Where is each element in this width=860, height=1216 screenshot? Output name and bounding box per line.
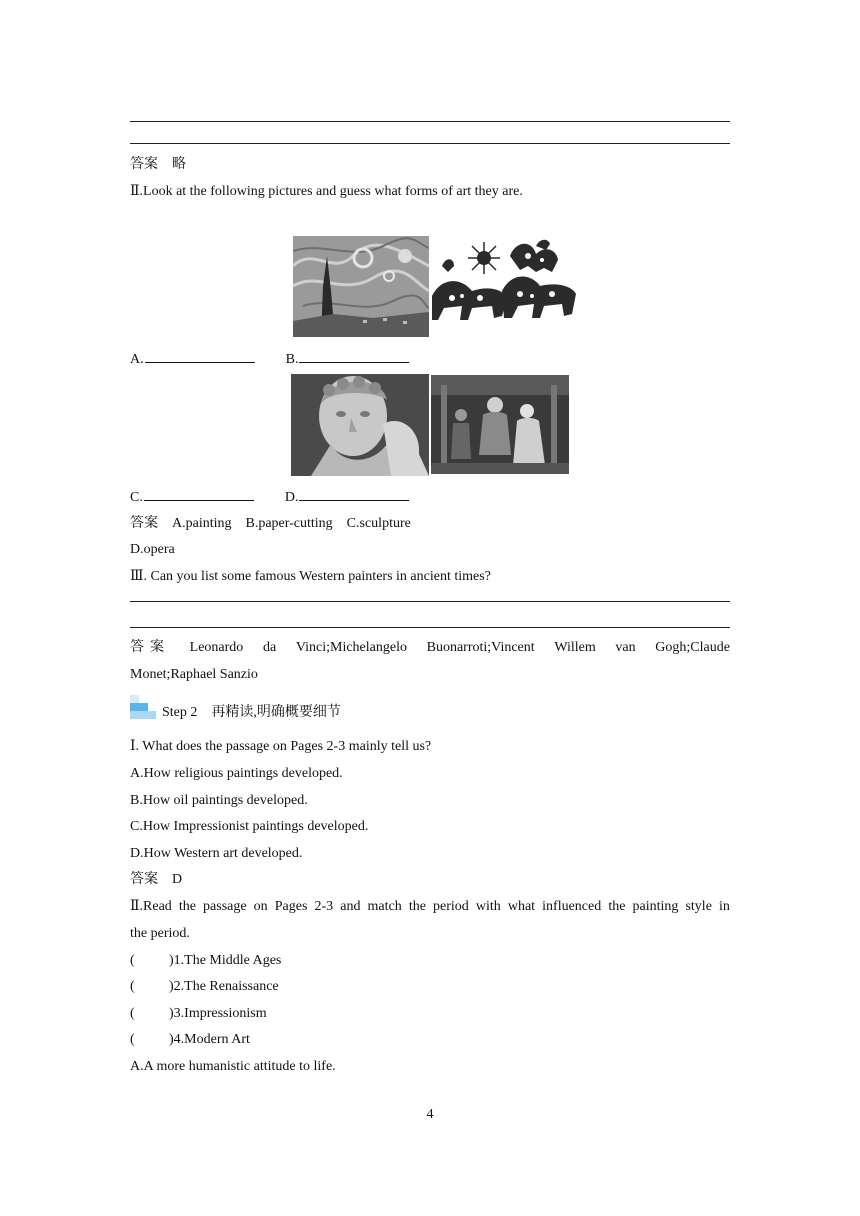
question-word: period <box>433 899 469 914</box>
answer-label: 答案 <box>130 157 158 172</box>
question-word: the <box>608 899 626 914</box>
answer-row-3 <box>130 638 730 658</box>
answer-text: A.painting B.paper-cutting C.sculpture <box>172 516 411 531</box>
answer-paren[interactable]: ( <box>130 1032 135 1047</box>
option-d: D.How Western art developed. <box>130 846 303 861</box>
answer-word: Buonarroti;Vincent <box>426 640 535 655</box>
page-number: 4 <box>426 1107 434 1122</box>
answer-row-4 <box>130 870 182 890</box>
blank-c[interactable] <box>144 486 254 501</box>
question-word: what <box>507 899 536 914</box>
match-item-text: )4.Modern Art <box>169 1032 250 1047</box>
answer-word: Leonardo <box>189 640 244 655</box>
option-a: A.How religious paintings developed. <box>130 766 343 781</box>
answer-row <box>130 155 186 175</box>
answer-word: Gogh;Claude <box>655 640 730 655</box>
answer-word: Willem <box>554 640 596 655</box>
label-d: D. <box>284 490 299 505</box>
question-word: match <box>367 899 402 914</box>
question-2: Ⅱ.Look at the following pictures and guess what forms of art they are. <box>130 184 523 199</box>
label-b: B. <box>285 352 299 367</box>
answer-blanks-ab <box>130 348 409 370</box>
answer-row-2-line2: D.opera <box>130 542 175 557</box>
answer-blanks-cd <box>130 486 409 508</box>
match-item <box>130 1004 267 1024</box>
match-item-text: )1.The Middle Ages <box>169 953 282 968</box>
match-item-text: )2.The Renaissance <box>169 979 279 994</box>
answer-paren[interactable]: ( <box>130 979 135 994</box>
answer-text: D <box>172 872 183 887</box>
step2-question-2 <box>130 897 730 917</box>
step-icon <box>130 695 156 719</box>
question-word: and <box>340 899 361 914</box>
starry-night-painting-image <box>293 236 429 337</box>
answer-line <box>130 627 730 628</box>
question-word: with <box>475 899 501 914</box>
sculpture-image <box>291 374 429 476</box>
answer-paren[interactable]: ( <box>130 953 135 968</box>
answer-line <box>130 121 730 122</box>
blank-b[interactable] <box>299 348 409 363</box>
answer-word: Vinci;Michelangelo <box>295 640 407 655</box>
question-word: the <box>408 899 426 914</box>
step2-question-2-line2: the period. <box>130 926 190 941</box>
answer-label: 答案 <box>130 872 158 887</box>
question-word: passage <box>203 899 247 914</box>
step2-title: Step 2 再精读,明确概要细节 <box>162 705 341 720</box>
answer-word: da <box>262 640 277 655</box>
answer-line <box>130 143 730 144</box>
question-word: in <box>719 899 730 914</box>
question-word: influenced <box>542 899 602 914</box>
question-word: painting <box>632 899 679 914</box>
question-word: on <box>253 899 268 914</box>
match-item <box>130 1030 250 1050</box>
answer-line <box>130 601 730 602</box>
question-word: style <box>685 899 712 914</box>
match-item <box>130 977 279 997</box>
answer-text: 略 <box>172 157 186 172</box>
answer-row-3-line2: Monet;Raphael Sanzio <box>130 667 258 682</box>
answer-label: 答案 <box>130 516 158 531</box>
step2-question-1: Ⅰ. What does the passage on Pages 2-3 mainly tell us? <box>130 739 432 754</box>
opera-stage-image <box>431 375 569 474</box>
question-word: Ⅱ.Read <box>130 899 172 914</box>
answer-label: 答案 <box>130 640 170 655</box>
paper-cutting-image <box>432 236 576 337</box>
question-word: Pages <box>274 899 308 914</box>
answer-word: van <box>615 640 636 655</box>
option-b: B.How oil paintings developed. <box>130 793 308 808</box>
answer-paren[interactable]: ( <box>130 1006 135 1021</box>
question-3: Ⅲ. Can you list some famous Western painters in ancient times? <box>130 569 491 584</box>
blank-a[interactable] <box>145 348 255 363</box>
label-a: A. <box>130 352 144 367</box>
answer-row-2 <box>130 514 411 534</box>
match-item-text: )3.Impressionism <box>169 1006 267 1021</box>
match-option-a: A.A more humanistic attitude to life. <box>130 1059 336 1074</box>
option-c: C.How Impressionist paintings developed. <box>130 819 369 834</box>
label-c: C. <box>130 490 143 505</box>
question-word: 2-3 <box>314 899 334 914</box>
question-word: the <box>178 899 196 914</box>
blank-d[interactable] <box>299 486 409 501</box>
match-item <box>130 951 281 971</box>
